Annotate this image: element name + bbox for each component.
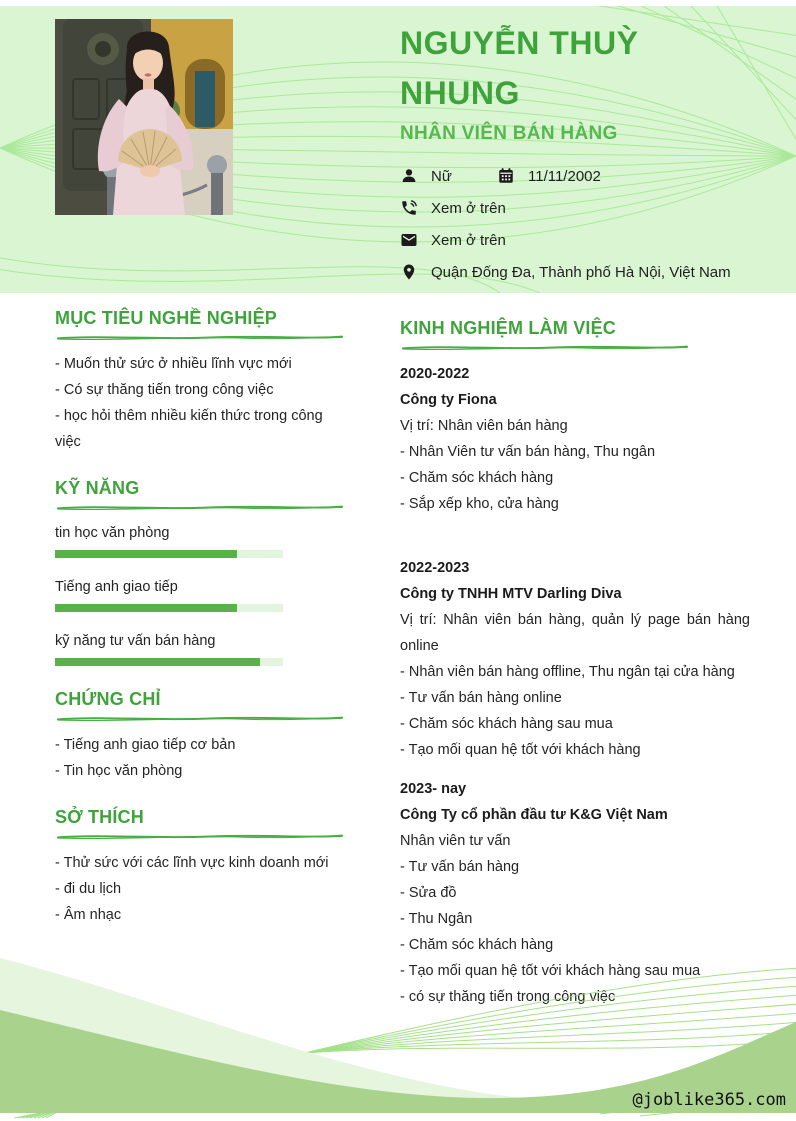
objective-item: - Muốn thử sức ở nhiều lĩnh vực mới [55, 356, 292, 372]
job-duty: - Chăm sóc khách hàng [400, 470, 554, 486]
skill-label: kỹ năng tư vấn bán hàng [55, 633, 216, 649]
hobbies-list [55, 850, 347, 928]
birthday-value: 11/11/2002 [528, 167, 601, 185]
job-duty: - Thu Ngân [400, 911, 473, 927]
job-period: 2023- nay [400, 781, 467, 797]
person-icon [400, 167, 418, 185]
job-duty: - Sắp xếp kho, cửa hàng [400, 496, 559, 512]
skill-label: Tiếng anh giao tiếp [55, 579, 178, 595]
objective-item: - học hỏi thêm nhiều kiến thức trong công việc [55, 408, 323, 450]
job-position: Vị trí: Nhân viên bán hàng [400, 418, 568, 434]
hobby-item: - Thử sức với các lĩnh vực kinh doanh mới [55, 855, 329, 871]
job-entry [400, 555, 750, 763]
job-duties [400, 439, 750, 517]
hobby-item: - Âm nhạc [55, 907, 122, 923]
header [0, 6, 796, 293]
job-duty: - Tư vấn bán hàng [400, 859, 520, 875]
certificate-item: - Tin học văn phòng [55, 763, 183, 779]
contact-row-gender-birthday [400, 160, 782, 192]
hobby-item: - đi du lịch [55, 881, 122, 897]
certificates-heading: CHỨNG CHỈ [55, 689, 161, 709]
job-company: Công ty TNHH MTV Darling Diva [400, 586, 622, 602]
skills-heading: KỸ NĂNG [55, 478, 140, 498]
job-duties [400, 659, 750, 763]
job-position: Nhân viên tư vấn [400, 833, 511, 849]
job-duty: - Tạo mối quan hệ tốt với khách hàng sau mua [400, 963, 701, 979]
heading-underline [400, 343, 690, 352]
skill-bar-fill [55, 658, 260, 666]
job-entry [400, 361, 750, 517]
skill-bar-track [55, 658, 283, 666]
job-position: Vị trí: Nhân viên bán hàng, quản lý page bán hàng online [400, 612, 750, 654]
objective-heading: MỤC TIÊU NGHỀ NGHIỆP [55, 308, 278, 328]
certificate-item: - Tiếng anh giao tiếp cơ bản [55, 737, 236, 753]
objective-item: - Có sự thăng tiến trong công việc [55, 382, 274, 398]
jobs-list [400, 361, 750, 1010]
section-experience [400, 318, 750, 1010]
email-value: Xem ở trên [431, 231, 506, 249]
header-text-block [400, 10, 782, 288]
footer [0, 956, 796, 1121]
envelope-icon [400, 231, 418, 249]
job-duty: - Chăm sóc khách hàng sau mua [400, 716, 613, 732]
skill-bar-fill [55, 604, 237, 612]
skill-bar-fill [55, 550, 237, 558]
skill-bar-track [55, 550, 283, 558]
experience-heading: KINH NGHIỆM LÀM VIỆC [400, 318, 617, 338]
skill-label: tin học văn phòng [55, 525, 170, 541]
candidate-job-title: NHÂN VIÊN BÁN HÀNG [400, 123, 618, 144]
heading-underline [55, 714, 345, 723]
certificates-list [55, 732, 347, 784]
watermark: @joblike365.com [632, 1090, 786, 1110]
job-period: 2020-2022 [400, 366, 470, 382]
job-company: Công Ty cổ phần đầu tư K&G Việt Nam [400, 807, 668, 823]
job-duty: - Tư vấn bán hàng online [400, 690, 562, 706]
skill-entry [55, 629, 347, 666]
contact-info [400, 160, 782, 288]
skills-list [55, 521, 347, 666]
section-hobbies [55, 807, 347, 928]
contact-row-address [400, 256, 782, 288]
job-period: 2022-2023 [400, 560, 470, 576]
address-value: Quận Đống Đa, Thành phố Hà Nội, Việt Nam [431, 263, 731, 281]
job-duty: - Nhân Viên tư vấn bán hàng, Thu ngân [400, 444, 656, 460]
phone-icon [400, 199, 418, 217]
skill-entry [55, 521, 347, 558]
heading-underline [55, 333, 345, 342]
section-certificates [55, 689, 347, 784]
skill-entry [55, 575, 347, 612]
job-company: Công ty Fiona [400, 392, 497, 408]
gender-value: Nữ [431, 167, 452, 185]
right-column [400, 318, 750, 1033]
location-pin-icon [400, 263, 418, 281]
job-duty: - Nhân viên bán hàng offline, Thu ngân tại cửa hàng [400, 664, 735, 680]
skill-bar-track [55, 604, 283, 612]
job-duty: - Tạo mối quan hệ tốt với khách hàng [400, 742, 641, 758]
profile-photo [55, 19, 233, 215]
contact-row-phone [400, 192, 782, 224]
candidate-name: NGUYỄN THUỲ NHUNG [400, 25, 639, 111]
contact-row-email [400, 224, 782, 256]
section-objective [55, 308, 347, 455]
phone-value: Xem ở trên [431, 199, 506, 217]
calendar-icon [497, 167, 515, 185]
heading-underline [55, 503, 345, 512]
heading-underline [55, 832, 345, 841]
job-duty: - Sửa đồ [400, 885, 457, 901]
hobbies-heading: SỞ THÍCH [55, 807, 144, 827]
section-skills [55, 478, 347, 666]
left-column [55, 308, 347, 951]
portrait-illustration [55, 19, 233, 215]
objective-list [55, 351, 347, 455]
job-duty: - có sự thăng tiến trong công việc [400, 989, 616, 1005]
job-duty: - Chăm sóc khách hàng [400, 937, 554, 953]
